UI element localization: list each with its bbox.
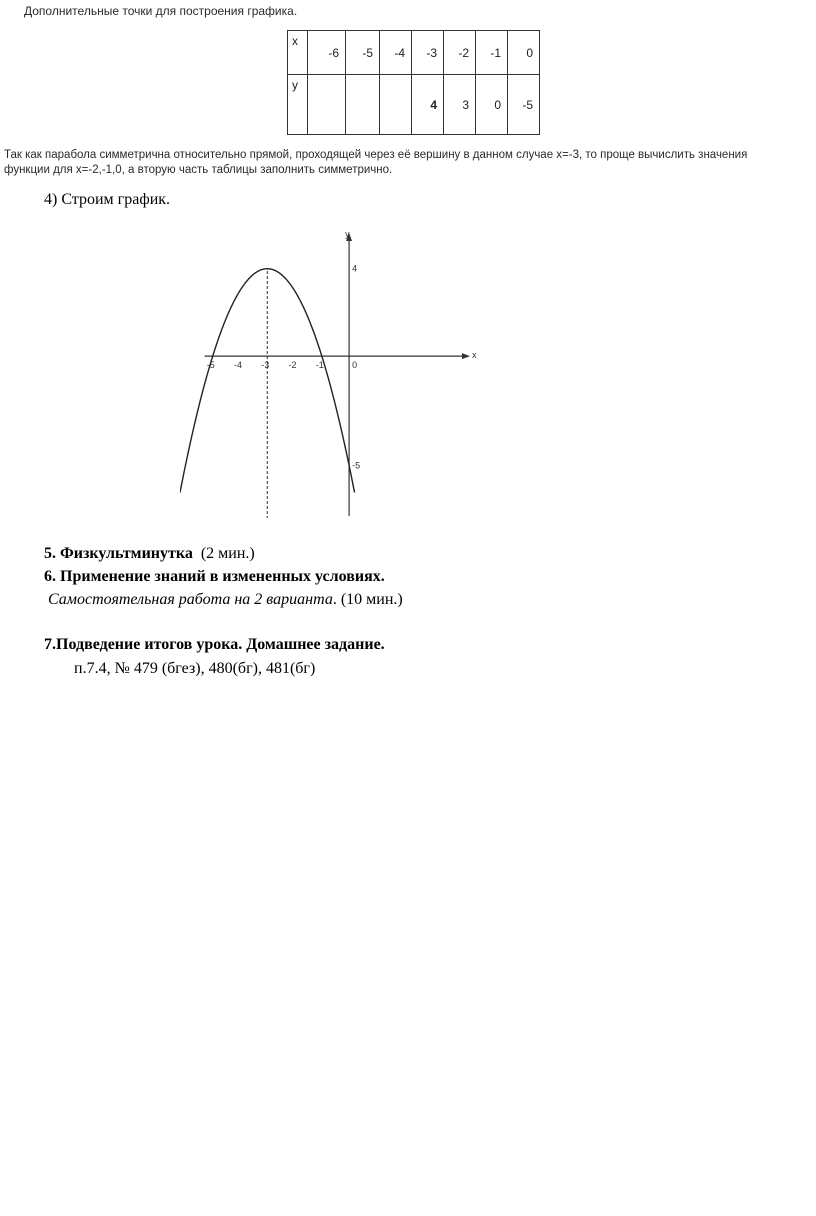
- x-row: [288, 31, 540, 75]
- symmetry-note: [4, 148, 816, 178]
- parabola-graph: [180, 225, 480, 520]
- table-cell: [380, 75, 412, 135]
- values-table: [287, 30, 540, 135]
- section-6-time: . (10 мин.): [332, 591, 403, 608]
- note-line-1: Так как парабола симметрична относительно прямой, проходящей через её вершину в данном случае x=-3, то проще вычислить значения: [4, 149, 748, 161]
- homework: п.7.4, № 479 (бгез), 480(бг), 481(бг): [74, 660, 316, 677]
- table-cell: [308, 75, 346, 135]
- y-axis-label: y: [345, 229, 350, 239]
- section-5-title: 5. Физкультминутка: [44, 545, 193, 562]
- table-cell: -6: [308, 31, 346, 75]
- x-tick-label: 0: [352, 360, 358, 371]
- table-cell: -1: [476, 31, 508, 75]
- x-tick-label: -5: [206, 360, 215, 371]
- y-tick-label: 4: [352, 263, 358, 274]
- section-5: [44, 545, 255, 563]
- section-5-time: (2 мин.): [200, 545, 255, 562]
- section-6-task-text: Самостоятельная работа на 2 варианта: [48, 591, 333, 608]
- table-cell: -5: [508, 75, 540, 135]
- x-tick-label: -1: [315, 360, 324, 371]
- table-cell: [346, 75, 380, 135]
- section-6-task: [48, 591, 403, 609]
- x-axis-arrow: [462, 353, 470, 359]
- x-tick-label: -4: [234, 360, 243, 371]
- step-4-heading: 4) Строим график.: [44, 191, 171, 208]
- x-axis-label: x: [472, 350, 477, 361]
- table-cell: 3: [444, 75, 476, 135]
- table-cell: -4: [380, 31, 412, 75]
- y-row-label: y: [288, 75, 308, 135]
- table-cell: -2: [444, 31, 476, 75]
- table-cell: -5: [346, 31, 380, 75]
- table-cell: 0: [508, 31, 540, 75]
- heading: Дополнительные точки для построения графика.: [24, 4, 298, 18]
- x-tick-label: -3: [261, 360, 270, 371]
- table-cell: -3: [412, 31, 444, 75]
- section-6-title: 6. Применение знаний в измененных условиях.: [44, 568, 385, 585]
- table-cell: 0: [476, 75, 508, 135]
- y-tick-label: -5: [352, 460, 361, 471]
- y-row: [288, 75, 540, 135]
- x-tick-label: -2: [288, 360, 297, 371]
- note-line-2: функции для x=-2,-1,0, а вторую часть таблицы заполнить симметрично.: [4, 164, 393, 176]
- section-7-title: 7.Подведение итогов урока. Домашнее задание.: [44, 636, 385, 653]
- x-row-label: x: [288, 31, 308, 75]
- table-cell: 4: [412, 75, 444, 135]
